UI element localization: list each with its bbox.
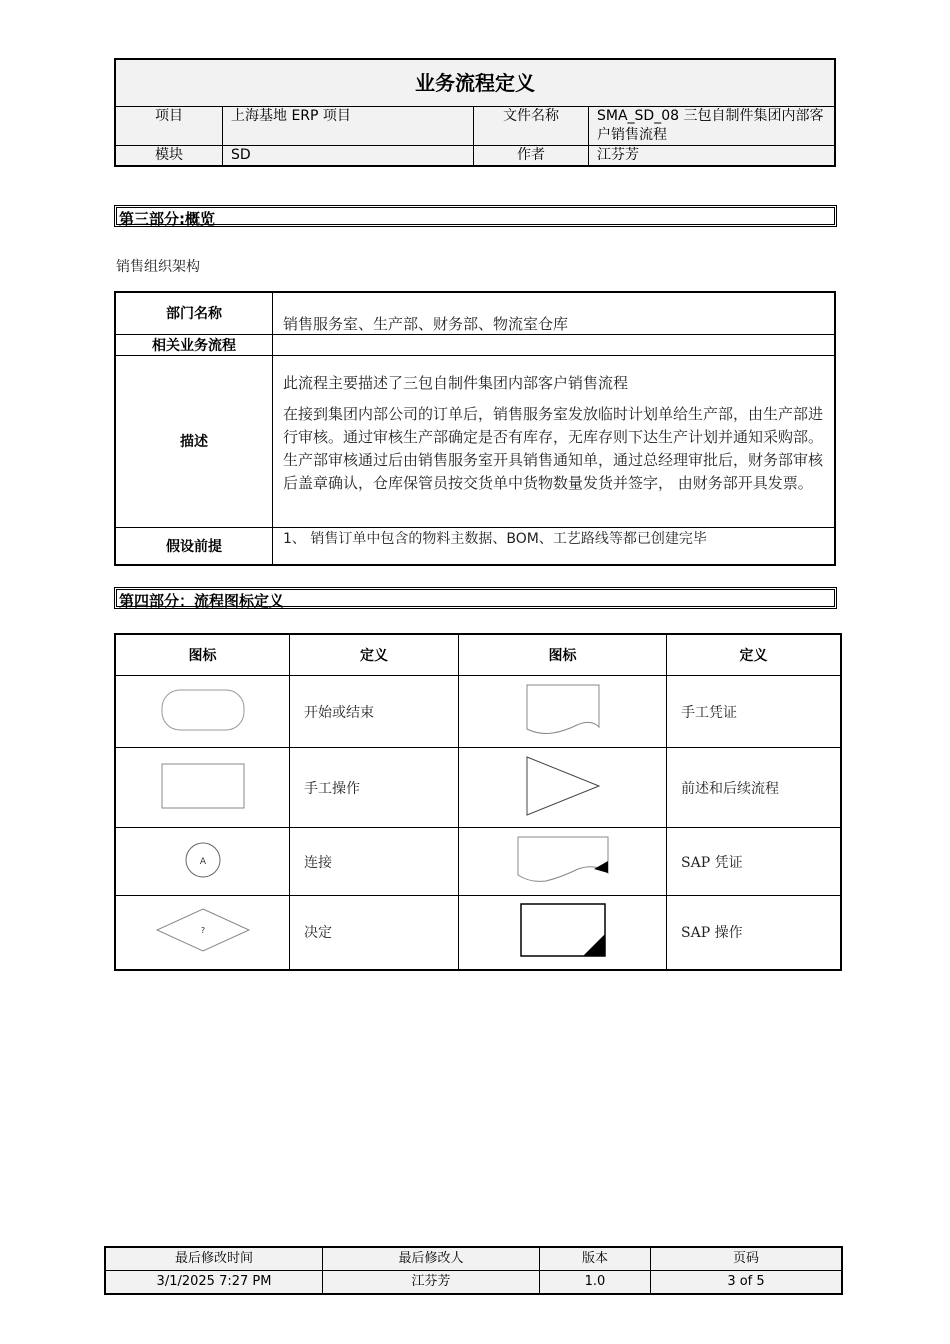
sap-document-icon — [516, 835, 610, 885]
connector-icon-cell — [115, 828, 290, 896]
definition-header-left: 定义 — [290, 634, 459, 676]
sap-operation-icon-cell — [459, 896, 667, 970]
modified-time-label: 最后修改时间 — [105, 1247, 323, 1271]
modified-by-value: 江芬芳 — [323, 1271, 540, 1295]
module-label: 模块 — [115, 146, 223, 167]
org-caption: 销售组织架构 — [116, 259, 200, 275]
filename-value: SMA_SD_08 三包自制件集团内部客户销售流程 — [589, 107, 836, 146]
decision-mark: ? — [200, 926, 205, 936]
description-label: 描述 — [115, 355, 273, 527]
related-process-value — [273, 334, 836, 355]
connector-letter: A — [199, 856, 206, 867]
document-title: 业务流程定义 — [115, 59, 835, 107]
project-label: 项目 — [115, 107, 223, 146]
start-end-icon-cell — [115, 676, 290, 748]
pre-post-process-icon — [525, 755, 601, 817]
description-cell — [273, 355, 836, 527]
author-label: 作者 — [474, 146, 589, 167]
version-label: 版本 — [540, 1247, 651, 1271]
document-header-table — [114, 58, 836, 167]
project-value: 上海基地 ERP 项目 — [223, 107, 474, 146]
manual-document-icon-cell — [459, 676, 667, 748]
page-value: 3 of 5 — [651, 1271, 843, 1295]
description-detail: 在接到集团内部公司的订单后，销售服务室发放临时计划单给生产部，由生产部进行审核。通过审核生产部确定是否有库存，无库存则下达生产计划并通知采购部。生产部审核通过后由销售服务室开具销售通知单，通过总经理审批后，财务部审核后盖章确认，仓库保管员按交货单中货物数量发货并签字， 由财务部开具发票。 — [283, 404, 824, 492]
decision-icon-cell — [115, 896, 290, 970]
manual-document-icon — [525, 683, 601, 737]
section-3-heading: 第三部分:概览 — [114, 205, 837, 227]
manual-operation-definition: 手工操作 — [290, 748, 459, 828]
manual-document-definition: 手工凭证 — [667, 676, 842, 748]
modified-by-label: 最后修改人 — [323, 1247, 540, 1271]
start-end-definition: 开始或结束 — [290, 676, 459, 748]
dept-value: 销售服务室、生产部、财务部、物流室仓库 — [273, 292, 836, 334]
sap-operation-icon — [519, 902, 607, 958]
start-end-icon — [160, 688, 246, 732]
overview-table — [114, 291, 836, 566]
premise-label: 假设前提 — [115, 527, 273, 565]
filename-label: 文件名称 — [474, 107, 589, 146]
icon-definition-table — [114, 633, 842, 971]
decision-icon — [155, 907, 251, 953]
pre-post-process-definition: 前述和后续流程 — [667, 748, 842, 828]
version-value: 1.0 — [540, 1271, 651, 1295]
icon-header-left: 图标 — [115, 634, 290, 676]
connector-definition: 连接 — [290, 828, 459, 896]
section-4-heading: 第四部分：流程图标定义 — [114, 587, 837, 609]
page-label: 页码 — [651, 1247, 843, 1271]
sap-document-definition: SAP 凭证 — [667, 828, 842, 896]
manual-operation-icon-cell — [115, 748, 290, 828]
icon-header-right: 图标 — [459, 634, 667, 676]
related-process-label: 相关业务流程 — [115, 334, 273, 355]
pre-post-process-icon-cell — [459, 748, 667, 828]
connector-icon — [183, 840, 223, 880]
footer-table — [104, 1246, 843, 1295]
sap-document-icon-cell — [459, 828, 667, 896]
author-value: 江芬芳 — [589, 146, 836, 167]
dept-label: 部门名称 — [115, 292, 273, 334]
description-summary: 此流程主要描述了三包自制件集团内部客户销售流程 — [283, 373, 629, 392]
definition-header-right: 定义 — [667, 634, 842, 676]
modified-time-value: 3/1/2025 7:27 PM — [105, 1271, 323, 1295]
module-value: SD — [223, 146, 474, 167]
decision-definition: 决定 — [290, 896, 459, 970]
premise-value: 1、 销售订单中包含的物料主数据、BOM、工艺路线等都已创建完毕 — [273, 527, 836, 565]
manual-operation-icon — [160, 762, 246, 810]
sap-operation-definition: SAP 操作 — [667, 896, 842, 970]
